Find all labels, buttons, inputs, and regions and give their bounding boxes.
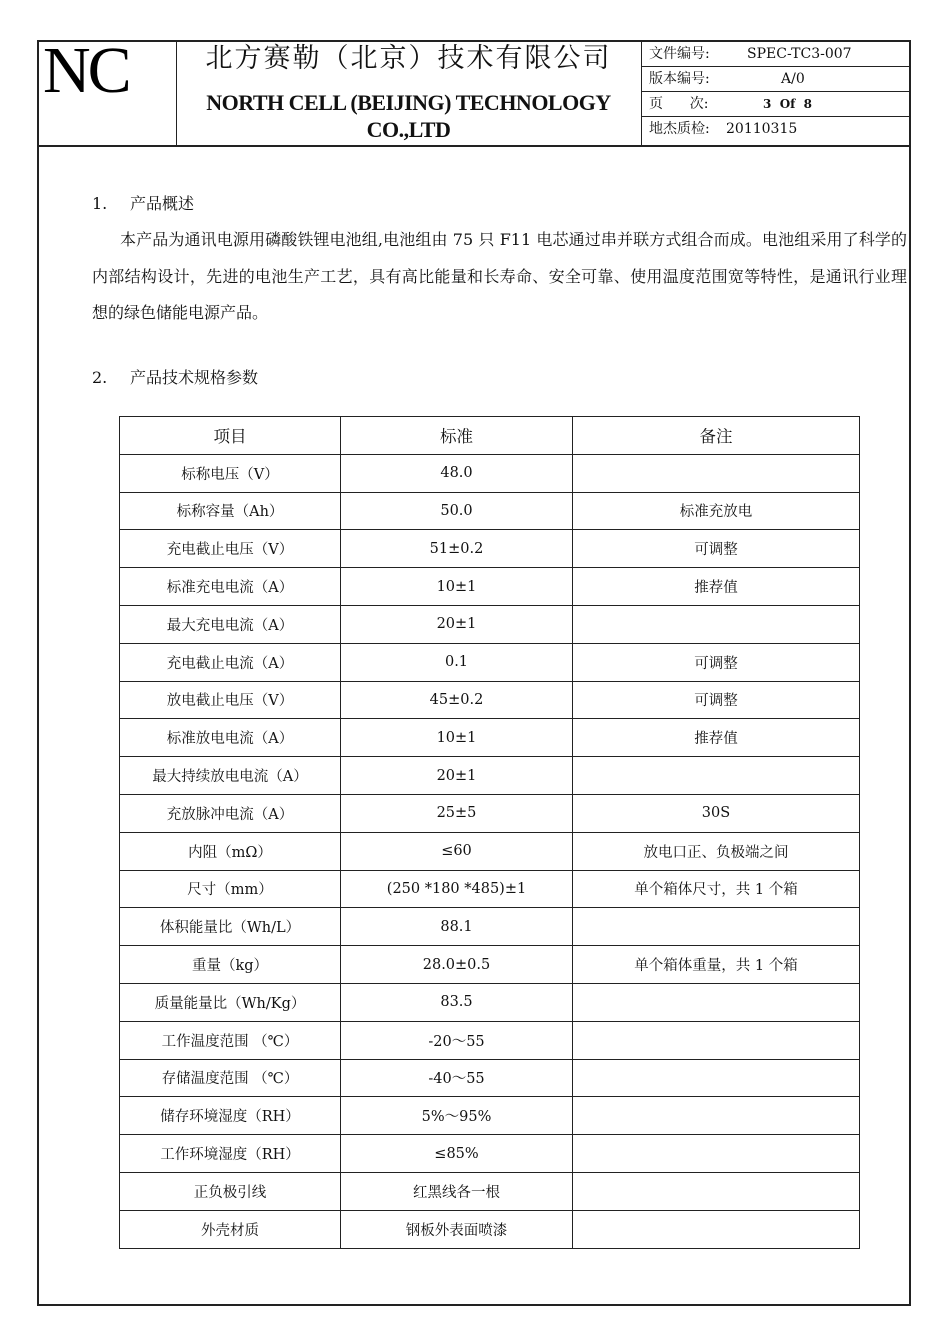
standard-cell: -20～55 — [341, 1021, 573, 1059]
company-name-cell — [176, 42, 642, 145]
remark-cell: 推荐值 — [573, 719, 860, 757]
product-overview-paragraph: 本产品为通讯电源用磷酸铁锂电池组,电池组由 75 只 F11 电芯通过串并联方式组合而成。电池组采用了科学的内部结构设计，先进的电池生产工艺，具有高比能量和长寿命、安全可靠、使用温度范围宽等特性，是通讯行业理想的绿色储能电源产品。 — [92, 230, 907, 322]
remark-cell — [573, 983, 860, 1021]
page-value: 3 Of 8 — [763, 97, 813, 111]
table-row — [120, 1097, 860, 1135]
standard-cell: -40～55 — [341, 1059, 573, 1097]
document-info-cell — [641, 42, 909, 145]
table-row — [120, 794, 860, 832]
standard-cell: (250 *180 *485)±1 — [341, 870, 573, 908]
item-cell: 放电截止电压（V） — [120, 681, 341, 719]
remark-cell — [573, 1210, 860, 1248]
table-row — [120, 1210, 860, 1248]
section-2-title — [92, 368, 258, 388]
item-cell: 尺寸（mm） — [120, 870, 341, 908]
item-cell: 充电截止电流（A） — [120, 643, 341, 681]
item-cell: 标准放电电流（A） — [120, 719, 341, 757]
standard-cell: 20±1 — [341, 757, 573, 795]
table-row — [120, 1021, 860, 1059]
item-cell: 重量（kg） — [120, 946, 341, 984]
standard-cell: 83.5 — [341, 983, 573, 1021]
remark-cell: 单个箱体尺寸，共 1 个箱 — [573, 870, 860, 908]
table-row — [120, 681, 860, 719]
standard-cell: ≤60 — [341, 832, 573, 870]
company-name-en-line2: CO.,LTD — [366, 117, 451, 142]
remark-cell — [573, 1097, 860, 1135]
standard-cell: ≤85% — [341, 1135, 573, 1173]
table-row — [120, 757, 860, 795]
item-cell: 标称电压（V） — [120, 454, 341, 492]
version-label: 版本编号: — [649, 71, 710, 87]
remark-cell — [573, 1172, 860, 1210]
table-row — [120, 492, 860, 530]
standard-cell: 51±0.2 — [341, 530, 573, 568]
item-cell: 存储温度范围 （℃） — [120, 1059, 341, 1097]
table-row — [120, 454, 860, 492]
version-row — [641, 67, 909, 92]
standard-cell: 0.1 — [341, 643, 573, 681]
table-row — [120, 719, 860, 757]
table-row — [120, 1172, 860, 1210]
qc-row — [641, 117, 909, 142]
remark-cell — [573, 605, 860, 643]
standard-cell: 50.0 — [341, 492, 573, 530]
table-header-row — [120, 417, 860, 455]
remark-cell — [573, 1021, 860, 1059]
item-cell: 充放脉冲电流（A） — [120, 794, 341, 832]
section-1-heading: 产品概述 — [130, 194, 195, 213]
qc-label: 地杰质检: — [649, 121, 710, 137]
section-2-heading: 产品技术规格参数 — [130, 368, 259, 387]
standard-cell: 钢板外表面喷漆 — [341, 1210, 573, 1248]
remark-cell — [573, 1059, 860, 1097]
spec-table — [119, 416, 860, 1249]
file-number-label: 文件编号: — [649, 46, 710, 62]
item-cell: 工作环境湿度（RH） — [120, 1135, 341, 1173]
standard-cell: 25±5 — [341, 794, 573, 832]
page-row — [641, 92, 909, 117]
table-row — [120, 946, 860, 984]
item-cell: 外壳材质 — [120, 1210, 341, 1248]
item-cell: 工作温度范围 （℃） — [120, 1021, 341, 1059]
section-1-number: 1. — [92, 194, 108, 213]
table-row — [120, 605, 860, 643]
company-logo: NC — [43, 34, 129, 107]
company-name-cn: 北方赛勒（北京）技术有限公司 — [205, 43, 612, 74]
remark-cell — [573, 1135, 860, 1173]
item-cell: 正负极引线 — [120, 1172, 341, 1210]
qc-value: 20110315 — [726, 121, 798, 137]
section-1-title — [92, 194, 194, 214]
header-remark: 备注 — [573, 417, 860, 455]
remark-cell: 放电口正、负极端之间 — [573, 832, 860, 870]
spec-table-body — [120, 454, 860, 1248]
standard-cell: 48.0 — [341, 454, 573, 492]
company-name-en — [176, 89, 641, 143]
item-cell: 最大充电电流（A） — [120, 605, 341, 643]
remark-cell: 推荐值 — [573, 568, 860, 606]
standard-cell: 20±1 — [341, 605, 573, 643]
table-row — [120, 908, 860, 946]
table-row — [120, 530, 860, 568]
standard-cell: 红黑线各一根 — [341, 1172, 573, 1210]
table-row — [120, 870, 860, 908]
table-row — [120, 1059, 860, 1097]
standard-cell: 88.1 — [341, 908, 573, 946]
section-2-number: 2. — [92, 368, 108, 387]
standard-cell: 45±0.2 — [341, 681, 573, 719]
item-cell: 充电截止电压（V） — [120, 530, 341, 568]
logo-cell — [39, 34, 177, 145]
file-number-row — [641, 42, 909, 67]
table-row — [120, 983, 860, 1021]
version-value: A/0 — [781, 71, 805, 87]
remark-cell: 可调整 — [573, 530, 860, 568]
item-cell: 储存环境湿度（RH） — [120, 1097, 341, 1135]
remark-cell: 单个箱体重量，共 1 个箱 — [573, 946, 860, 984]
remark-cell — [573, 908, 860, 946]
header-item: 项目 — [120, 417, 341, 455]
remark-cell: 30S — [573, 794, 860, 832]
file-number-value: SPEC-TC3-007 — [747, 46, 852, 62]
remark-cell: 可调整 — [573, 681, 860, 719]
document-header — [37, 34, 911, 147]
item-cell: 标称容量（Ah） — [120, 492, 341, 530]
table-row — [120, 1135, 860, 1173]
standard-cell: 10±1 — [341, 568, 573, 606]
standard-cell: 10±1 — [341, 719, 573, 757]
item-cell: 质量能量比（Wh/Kg） — [120, 983, 341, 1021]
standard-cell: 5%～95% — [341, 1097, 573, 1135]
item-cell: 内阻（mΩ） — [120, 832, 341, 870]
item-cell: 标准充电电流（A） — [120, 568, 341, 606]
table-row — [120, 643, 860, 681]
remark-cell — [573, 454, 860, 492]
header-standard: 标准 — [341, 417, 573, 455]
standard-cell: 28.0±0.5 — [341, 946, 573, 984]
table-row — [120, 568, 860, 606]
remark-cell — [573, 757, 860, 795]
item-cell: 体积能量比（Wh/L） — [120, 908, 341, 946]
remark-cell: 标准充放电 — [573, 492, 860, 530]
company-name-en-line1: NORTH CELL (BEIJING) TECHNOLOGY — [206, 90, 611, 115]
table-row — [120, 832, 860, 870]
remark-cell: 可调整 — [573, 643, 860, 681]
page-label: 页 次: — [649, 96, 709, 112]
item-cell: 最大持续放电电流（A） — [120, 757, 341, 795]
